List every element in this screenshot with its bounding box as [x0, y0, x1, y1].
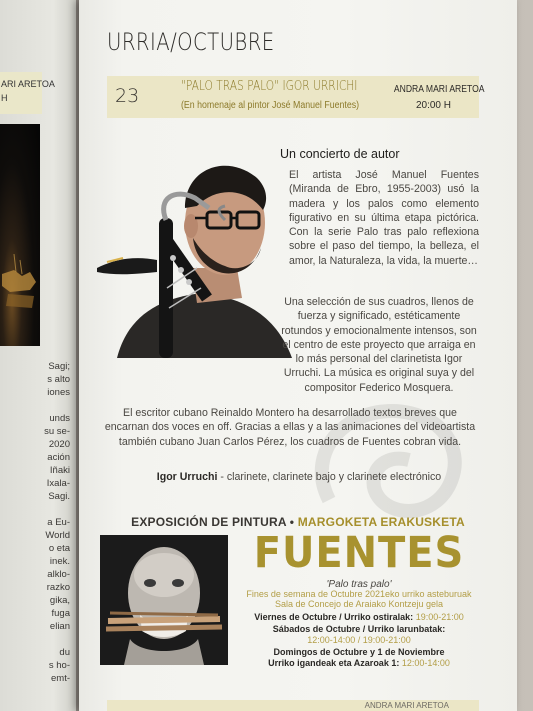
- previous-page-text-line: razko: [46, 582, 70, 593]
- previous-page-text-line: World: [45, 530, 70, 541]
- month-title: URRIA/OCTUBRE: [107, 28, 275, 56]
- swirl-watermark: [289, 380, 489, 530]
- exhibition-heading: [103, 515, 493, 529]
- schedule-row: [229, 658, 489, 669]
- next-event-bar: [107, 700, 479, 711]
- previous-page-text-line: inek.: [49, 556, 70, 567]
- event-title: "PALO TRAS PALO" IGOR URRICHI: [181, 79, 358, 94]
- event-venue: ANDRA MARI ARETOA: [393, 84, 485, 95]
- event-time: 20:00 H: [415, 100, 451, 111]
- event-day: 23: [115, 85, 140, 107]
- paragraph-2: Una selección de sus cuadros, llenos de fuerza y significado, estéticamente rotundos y emocionalmente intensos, son el centro de este proyecto que arraiga en lo más personal del clarinetista Igor Urruchi. La música es original suya y del compositor Federico Mosquera.: [281, 296, 477, 394]
- schedule-hours: 12:00-14:00: [401, 658, 450, 668]
- previous-page-text-line: emt-: [51, 673, 70, 684]
- previous-page-text-line: gika,: [49, 595, 70, 606]
- previous-page-text-line: ación: [47, 452, 70, 463]
- schedule-row: [229, 612, 489, 623]
- previous-page-text-line: Sagi;: [48, 361, 70, 372]
- section-heading: Un concierto de autor: [280, 147, 400, 161]
- paragraph-3: El escritor cubano Reinaldo Montero ha desarrollado textos breves que encarnan dos voces en off. Gracias a ellas y a las animaciones del videoartista también cubano Juan Carlos Pérez, los cuadros de Fuentes cobran vida.: [104, 407, 476, 448]
- previous-page-text-line: s ho-: [48, 660, 70, 671]
- previous-page-text-line: Sagi.: [48, 491, 70, 502]
- schedule-label: Domingos de Octubre y 1 de Noviembre: [273, 647, 445, 657]
- next-event-venue: ANDRA MARI ARETOA: [364, 701, 449, 710]
- exhibition-work-title: 'Palo tras palo': [326, 579, 392, 590]
- exhibition-label-eu: MARGOKETA ERAKUSKETA: [297, 515, 465, 529]
- schedule-hours: 19:00-21:00: [415, 612, 464, 622]
- schedule-label: Urriko igandeak eta Azaroak 1:: [268, 658, 400, 668]
- exhibition-label-es: EXPOSICIÓN DE PINTURA: [131, 515, 287, 529]
- previous-page-text-line: elian: [49, 621, 70, 632]
- program-page: [79, 0, 517, 711]
- previous-page-time: H: [1, 93, 8, 103]
- performer-credits: [119, 471, 479, 483]
- exhibition-dates: Fines de semana de Octubre 2021eko urriko asteburuak: [246, 589, 472, 599]
- previous-page-text-line: Ixala-: [46, 478, 70, 489]
- previous-page-text-line: iones: [47, 387, 70, 398]
- schedule-hours: 12:00-14:00 / 19:00-21:00: [307, 635, 411, 645]
- exhibition-location: Sala de Concejo de Araiako Kontzeju gela: [274, 599, 444, 609]
- performer-name: Igor Urruchi: [156, 471, 218, 483]
- previous-page-text-line: du: [59, 647, 70, 658]
- clarinetist-photo: [97, 148, 307, 358]
- previous-page-event-bar: [0, 72, 55, 114]
- previous-page-text-line: s alto: [47, 374, 70, 385]
- exhibition-artist: FUENTES: [253, 528, 465, 578]
- previous-page-venue: ARI ARETOA: [1, 79, 55, 89]
- previous-page-text-line: Iñaki: [49, 465, 70, 476]
- schedule-row: [229, 635, 489, 646]
- previous-page-text-line: fuga: [51, 608, 70, 619]
- event-subtitle: (En homenaje al pintor José Manuel Fuentes): [181, 100, 360, 111]
- previous-page: [0, 0, 76, 711]
- painting-image: [100, 535, 228, 665]
- performer-role: - clarinete, clarinete bajo y clarinete electrónico: [217, 471, 442, 483]
- previous-page-text-line: su se-: [44, 426, 70, 437]
- event-header-bar: [107, 76, 485, 118]
- previous-page-photo: [0, 124, 40, 346]
- schedule-row: [229, 647, 489, 658]
- schedule-row: [229, 624, 489, 635]
- schedule-label: Sábados de Octubre / Urriko larunbatak:: [272, 624, 446, 634]
- previous-page-text-line: unds: [49, 413, 70, 424]
- exhibition-separator: •: [286, 515, 298, 529]
- previous-page-text-line: o eta: [48, 543, 70, 554]
- paragraph-1: El artista José Manuel Fuentes (Miranda de Ebro, 1955-2003) usó la madera y los palos como elemento figurativo en su última etapa pictórica. Con la serie Palo tras palo reflexiona sobre el paso del tiempo, la belleza, el amor, la Naturaleza, la vida, la muerte…: [289, 169, 479, 267]
- previous-page-text-line: 2020: [48, 439, 70, 450]
- previous-page-text-line: alklo-: [47, 569, 70, 580]
- schedule-label: Viernes de Octubre / Urriko ostiralak:: [254, 612, 414, 622]
- previous-page-text-line: a Eu-: [47, 517, 70, 528]
